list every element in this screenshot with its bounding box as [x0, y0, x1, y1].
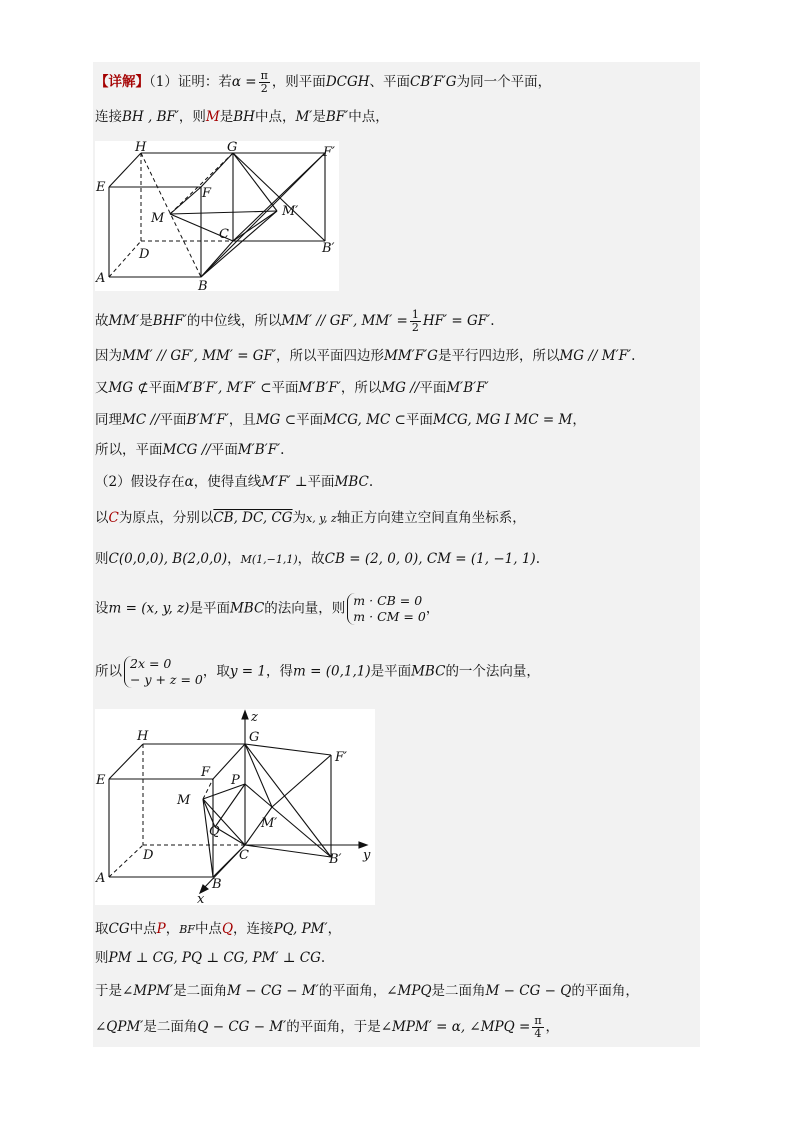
solution-line-9: 以C为原点，分别以CB, DC, CG为x, y, z轴正方向建立空间直角坐标系，: [95, 510, 526, 526]
label-F: F: [202, 186, 212, 201]
solution-line-7: 所以，平面MCG //平面M′B′F′.: [95, 442, 285, 458]
fraction: $\frac{\pi}{4}$: [534, 1014, 542, 1040]
label-P: P: [231, 773, 240, 788]
detail-tag: 【详解】: [95, 74, 149, 90]
label-B-prime: B′: [322, 241, 335, 256]
solution-line-2: 连接BH , BF′，则M是BH中点，M′是BF′中点，: [95, 109, 389, 125]
label-M: M: [177, 793, 191, 808]
axis-label-x: x: [197, 892, 205, 905]
label-M-prime: M′: [282, 204, 299, 219]
label-A: A: [96, 871, 106, 886]
label-H: H: [137, 729, 149, 744]
label-E: E: [96, 773, 106, 788]
label-C: C: [239, 848, 249, 863]
label-Q: Q: [209, 824, 220, 839]
figure-2-coordinate-cube: [95, 709, 375, 905]
equation-system: 2x = 0 − y + z = 0: [124, 656, 203, 688]
solution-line-12: 所以 2x = 0 − y + z = 0 ，取y = 1，得m = (0,1,1)是平面MBC的一个法向量，: [95, 656, 540, 687]
fraction: $\frac{1}{2}$: [411, 308, 419, 334]
axis-label-z: z: [251, 710, 258, 725]
label-A: A: [96, 271, 106, 286]
label-D: D: [143, 848, 154, 863]
figure-2-svg: [95, 709, 375, 905]
solution-line-13: 取CG中点P，BF中点Q，连接PQ, PM′，: [95, 921, 342, 937]
solution-line-4: 因为MM′ // GF′, MM′ = GF′，所以平面四边形MM′F′G是平行四边形，所以MG // M′F′.: [95, 348, 636, 364]
figure-1-cube: [95, 141, 339, 291]
label-B: B: [198, 279, 208, 291]
axis-label-y: y: [363, 848, 371, 863]
equation-system: m · CB = 0 m · CM = 0: [347, 593, 426, 625]
solution-line-3: 故MM′是BHF′的中位线，所以MM′ // GF′, MM′ = $\frac{1}{2}$ HF′ = GF′.: [95, 308, 495, 334]
label-F: F: [201, 765, 211, 780]
label-M: M: [151, 211, 165, 226]
label-G: G: [249, 730, 260, 745]
label-G: G: [227, 141, 238, 155]
label-D: D: [139, 247, 150, 262]
solution-line-1: 【详解】（1）证明：若α = $\frac{\pi}{2}$ ，则平面DCGH、平面CB′F′G为同一个平面，: [95, 69, 552, 95]
label-C: C: [219, 227, 229, 242]
solution-line-6: 同理MC //平面B′M′F′，且MG ⊂平面MCG, MC ⊂平面MCG, MG I MC = M，: [95, 412, 586, 428]
solution-line-11: 设m = (x, y, z)是平面MBC的法向量，则 m · CB = 0 m · CM = 0 ，: [95, 593, 440, 624]
solution-line-10: 则C(0,0,0), B(2,0,0)，M(1,−1,1)，故CB = (2, 0, 0), CM = (1, −1, 1).: [95, 551, 540, 567]
solution-line-5: 又MG ⊄平面M′B′F′, M′F′ ⊂平面M′B′F′，所以MG //平面M′B′F′: [95, 380, 489, 396]
solution-line-16: ∠QPM′是二面角Q − CG − M′的平面角，于是∠MPM′ = α, ∠MPQ = $\frac{\pi}{4}$ ，: [95, 1014, 560, 1040]
label-H: H: [135, 141, 147, 155]
label-B-prime: B′: [329, 852, 342, 867]
label-E: E: [96, 180, 106, 195]
solution-line-8: （2）假设存在α，使得直线M′F′ ⊥平面MBC.: [95, 474, 374, 490]
label-F-prime: F′: [323, 145, 335, 160]
label-F-prime: F′: [335, 750, 347, 765]
label-M-prime: M′: [261, 816, 278, 831]
figure-1-svg: [95, 141, 339, 291]
solution-line-14: 则PM ⊥ CG, PQ ⊥ CG, PM′ ⊥ CG.: [95, 950, 326, 966]
solution-line-15: 于是∠MPM′是二面角M − CG − M′的平面角，∠MPQ是二面角M − CG − Q的平面角，: [95, 983, 639, 999]
label-B: B: [212, 877, 222, 892]
fraction: $\frac{\pi}{2}$: [260, 69, 268, 95]
